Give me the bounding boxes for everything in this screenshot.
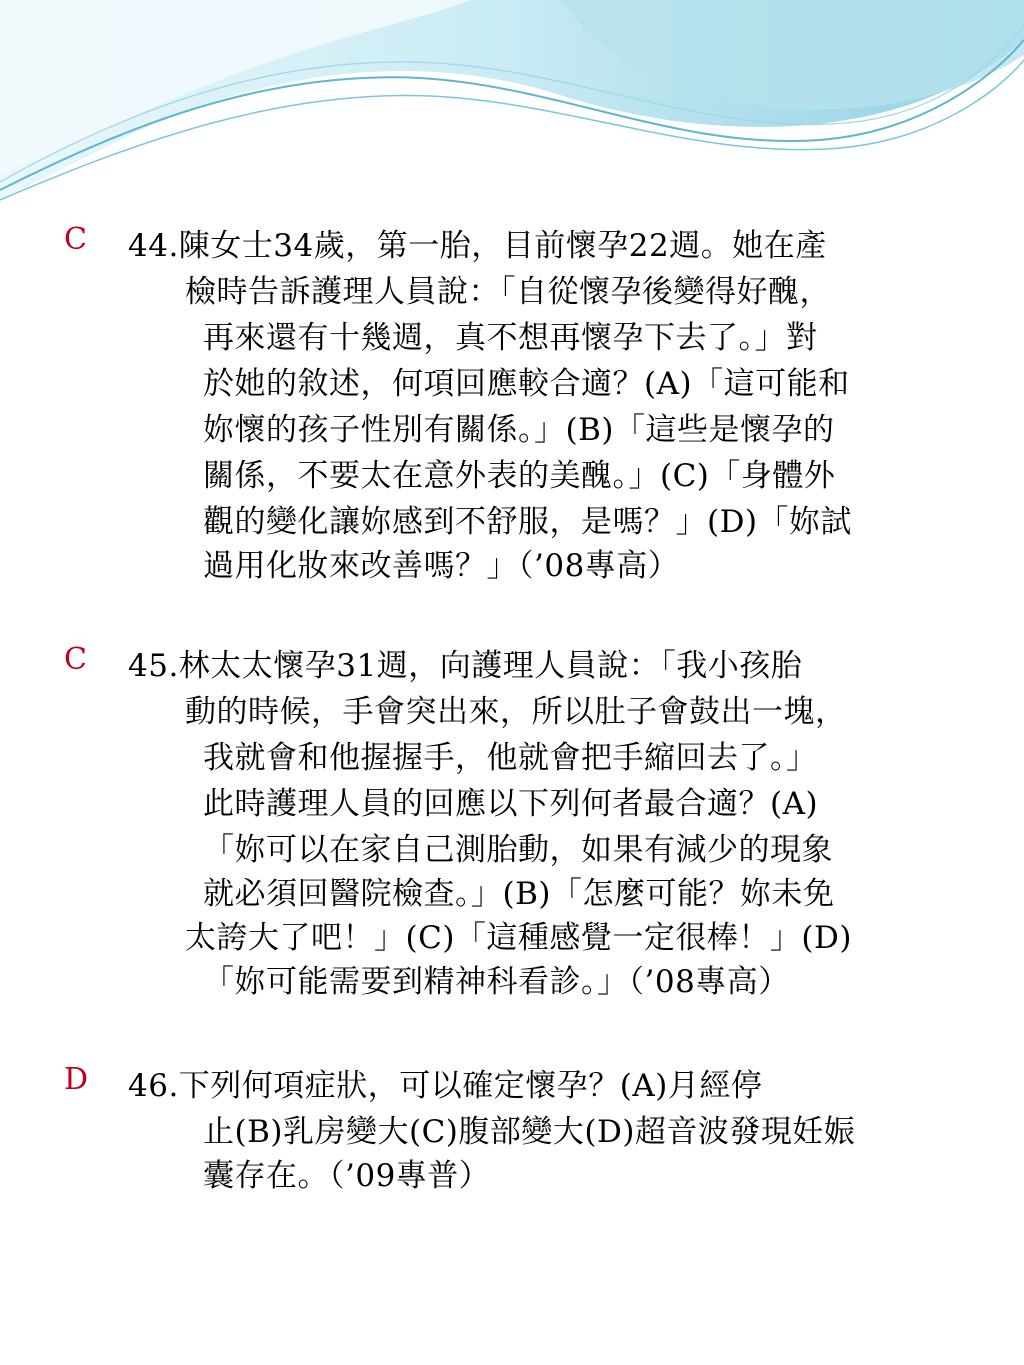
question-44-line-6: 關係，不要太在意外表的美醜。」(C)「身體外	[203, 458, 836, 494]
question-44-line-8: 過用化妝來改善嗎？」（’08專高）	[203, 548, 680, 584]
question-46-line-1: 46.下列何項症狀，可以確定懷孕？(A)月經停	[128, 1068, 763, 1104]
question-44-line-2: 檢時告訴護理人員說：「自從懷孕後變得好醜，	[185, 274, 831, 310]
question-45-line-1: 45.林太太懷孕31週，向護理人員說：「我小孩胎	[128, 648, 803, 684]
question-45-line-2: 動的時候，手會突出來，所以肚子會鼓出一塊，	[185, 694, 847, 730]
question-44-line-3: 再來還有十幾週，真不想再懷孕下去了。」對	[203, 320, 818, 356]
question-45-line-7: 太誇大了吧！」(C)「這種感覺一定很棒！」(D)	[185, 920, 852, 956]
question-45-line-6: 就必須回醫院檢查。」(B)「怎麼可能？妳未免	[203, 876, 835, 912]
question-44-line-4: 於她的敘述，何項回應較合適？(A)「這可能和	[203, 366, 850, 402]
question-45-line-3: 我就會和他握握手，他就會把手縮回去了。」	[203, 740, 818, 776]
question-45-line-8: 「妳可能需要到精神科看診。」（’08專高）	[203, 964, 790, 1000]
question-44-line-5: 妳懷的孩子性別有關係。」(B)「這些是懷孕的	[203, 412, 835, 448]
question-45-line-4: 此時護理人員的回應以下列何者最合適？(A)	[203, 786, 819, 822]
question-44-line-1: 44.陳女士34歲，第一胎，目前懷孕22週。她在產	[128, 228, 827, 264]
answer-key-46: D	[64, 1062, 89, 1097]
question-45-line-5: 「妳可以在家自己測胎動，如果有減少的現象	[203, 832, 833, 868]
question-44-line-7: 觀的變化讓妳感到不舒服，是嗎？」(D)「妳試	[203, 504, 853, 540]
question-46-line-3: 囊存在。（’09專普）	[203, 1158, 491, 1194]
answer-key-44: C	[64, 222, 87, 257]
question-46-line-2: 止(B)乳房變大(C)腹部變大(D)超音波發現妊娠	[203, 1114, 856, 1150]
answer-key-45: C	[64, 642, 87, 677]
